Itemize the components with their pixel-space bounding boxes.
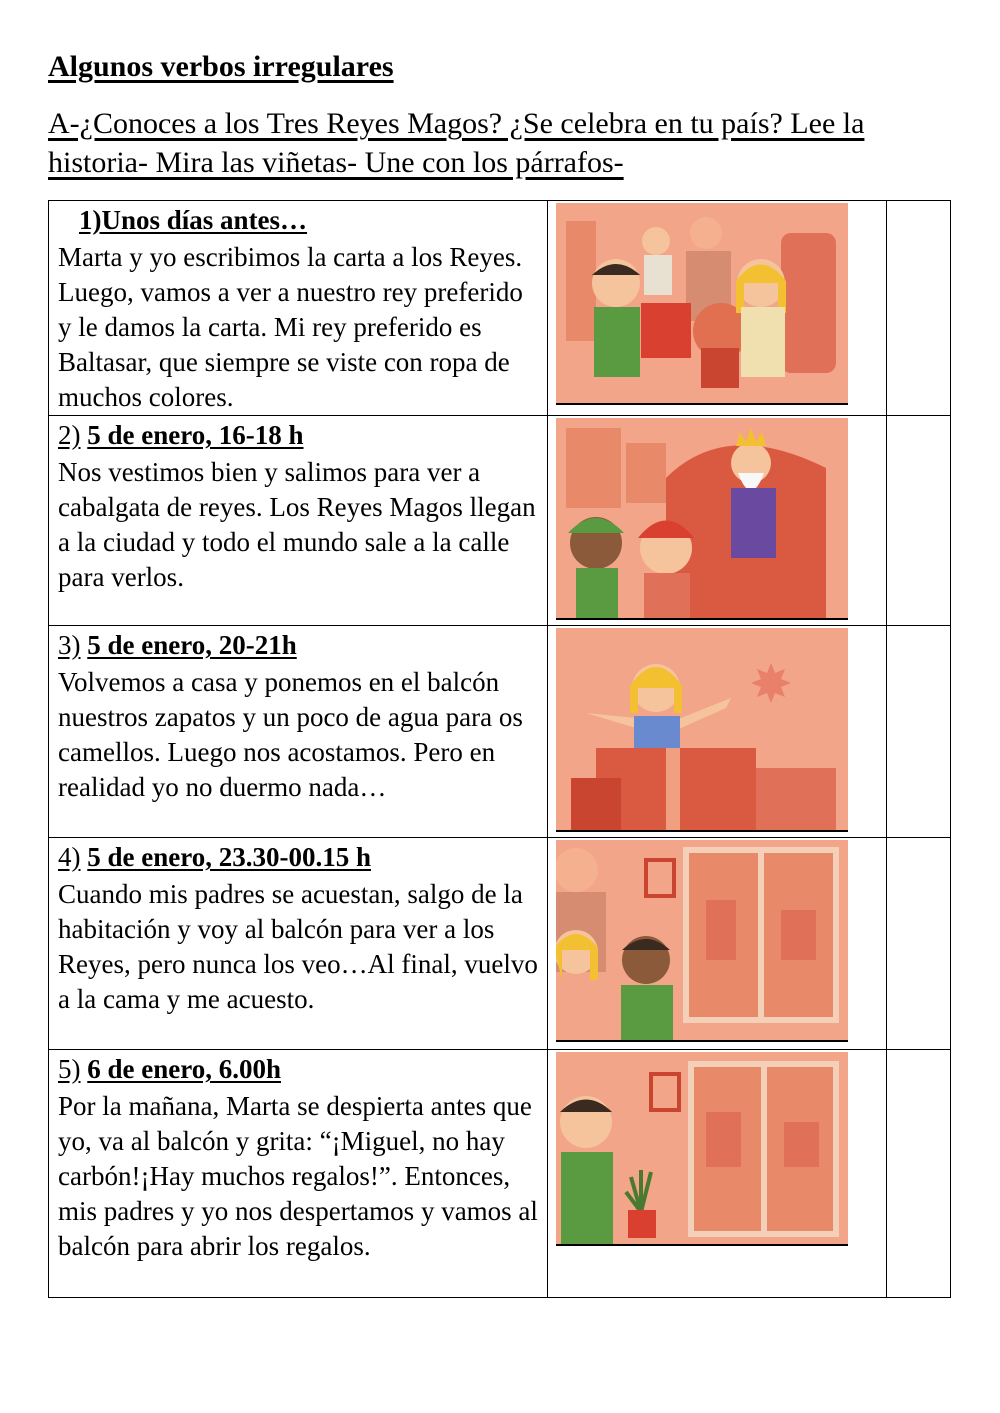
worksheet-title: Algunos verbos irregulares: [48, 50, 394, 83]
story-row: [49, 1050, 951, 1298]
paragraph-heading: 4) 5 de enero, 23.30-00.15 h: [58, 842, 371, 872]
paragraph-heading: 2) 5 de enero, 16-18 h: [58, 420, 304, 450]
paragraph-text: Nos vestimos bien y salimos para ver a cabalgata de reyes. Los Reyes Magos llegan a la ciudad y todo el mundo sale a la calle para verlos.: [58, 457, 536, 592]
story-row: [49, 626, 951, 838]
paragraph-heading: 1)Unos días antes…: [79, 205, 308, 235]
illustration-family-window: [556, 840, 848, 1042]
instructions: A-¿Conoces a los Tres Reyes Magos? ¿Se celebra en tu país? Lee la historia- Mira las viñetas- Une con los párrafos-: [48, 107, 865, 179]
paragraph-text: Cuando mis padres se acuestan, salgo de la habitación y voy al balcón para ver a los Reyes, pero nunca los veo…Al final, vuelvo a la cama y me acuesto.: [58, 879, 538, 1014]
illustration-girl-presents: [556, 628, 848, 832]
paragraph-heading: 5) 6 de enero, 6.00h: [58, 1054, 281, 1084]
story-table: [48, 200, 951, 1298]
paragraph-text: Marta y yo escribimos la carta a los Reyes. Luego, vamos a ver a nuestro rey preferido y le damos la carta. Mi rey preferido es Baltasar, que siempre se viste con ropa de muchos colores.: [58, 242, 523, 412]
illustration-king-parade: [556, 418, 848, 620]
paragraph-text: Por la mañana, Marta se despierta antes que yo, va al balcón y grita: “¡Miguel, no hay carbón!¡Hay muchos regalos!”. Entonces, mis padres y yo nos despertamos y vamos al balcón para abrir los regalos.: [58, 1091, 538, 1261]
illustration-boy-window: [556, 1052, 848, 1246]
paragraph-text: Volvemos a casa y ponemos en el balcón nuestros zapatos y un poco de agua para os camellos. Luego nos acostamos. Pero en realidad yo no duermo nada…: [58, 667, 523, 802]
illustration-family-gifts: [556, 203, 848, 405]
story-row: [49, 838, 951, 1050]
story-row: [49, 416, 951, 626]
story-row: [49, 201, 951, 416]
paragraph-heading: 3) 5 de enero, 20-21h: [58, 630, 297, 660]
